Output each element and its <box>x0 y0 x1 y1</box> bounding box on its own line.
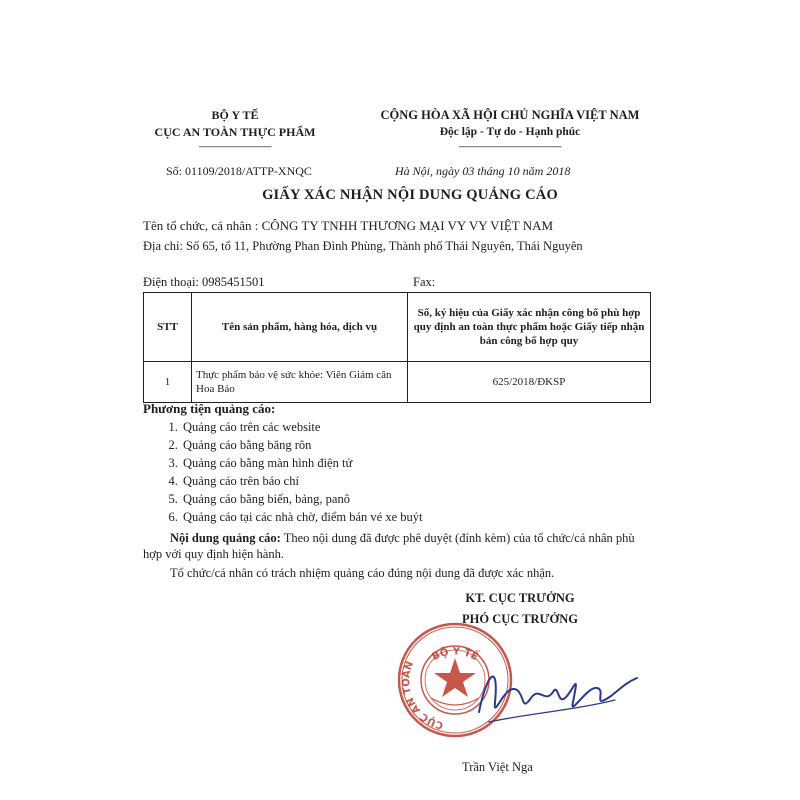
national-header <box>360 107 660 151</box>
stamp-top-text: BỘ Y TẾ <box>430 646 480 663</box>
table-row <box>144 362 651 403</box>
list-item: 3. Quảng cáo bằng màn hình điện tử <box>181 454 423 472</box>
document-title: GIẤY XÁC NHẬN NỘI DUNG QUẢNG CÁO <box>262 187 558 203</box>
signer-name: Trần Việt Nga <box>462 760 533 774</box>
header-rule-left: ----------------------------- <box>198 141 272 151</box>
cell-product-name: Thực phẩm bảo vệ sức khỏe: Viên Giảm cân Hoa Bảo <box>192 362 408 403</box>
list-item: 1. Quảng cáo trên các website <box>181 418 423 436</box>
media-heading: Phương tiện quảng cáo: <box>143 401 276 416</box>
list-item: 4. Quảng cáo trên báo chí <box>181 472 423 490</box>
product-table <box>143 292 651 403</box>
cell-stt: 1 <box>144 362 192 403</box>
national-motto: Độc lập - Tự do - Hạnh phúc <box>439 126 581 138</box>
phone-line: Điện thoại: 0985451501 <box>143 275 265 289</box>
content-paragraph <box>143 530 653 562</box>
issuer-header <box>150 107 320 151</box>
header-rule-right: ----------------------------------------- <box>458 141 562 151</box>
list-item: 5. Quảng cáo bằng biển, bảng, panô <box>181 490 423 508</box>
document-number: Số: 01109/2018/ATTP-XNQC <box>166 164 312 178</box>
fax-line: Fax: <box>413 275 436 289</box>
cell-registration: 625/2018/ĐKSP <box>408 362 651 403</box>
ministry-name: BỘ Y TẾ <box>211 108 259 122</box>
list-item: 2. Quảng cáo bằng băng rôn <box>181 436 423 454</box>
content-label: Nội dung quảng cáo: <box>170 531 281 545</box>
list-item: 6. Quảng cáo tại các nhà chờ, điểm bán vé xe buýt <box>181 508 423 526</box>
organization-line: Tên tổ chức, cá nhân : CÔNG TY TNHH THƯƠNG MẠI VY VY VIỆT NAM <box>143 218 554 233</box>
media-list <box>143 418 423 526</box>
country-name: CỘNG HÒA XÃ HỘI CHỦ NGHĨA VIỆT NAM <box>380 108 640 122</box>
responsibility-line: Tổ chức/cá nhân có trách nhiệm quảng cáo đúng nội dung đã được xác nhận. <box>170 566 555 580</box>
address-line: Địa chỉ: Số 65, tổ 11, Phường Phan Đình Phùng, Thành phố Thái Nguyên, Thái Nguyên <box>143 239 583 253</box>
sign-title-1: KT. CỤC TRƯỞNG <box>465 591 575 605</box>
handwritten-signature-icon <box>465 652 645 732</box>
document-date: Hà Nội, ngày 03 tháng 10 năm 2018 <box>395 164 571 178</box>
table-header-row <box>144 293 651 362</box>
header-registration: Số, ký hiệu của Giấy xác nhận công bố phù hợp quy định an toàn thực phẩm hoặc Giấy tiếp nhận bản công bố hợp quy <box>408 293 651 362</box>
sign-title-2: PHÓ CỤC TRƯỞNG <box>462 612 578 626</box>
header-stt: STT <box>144 293 192 362</box>
header-product-name: Tên sản phẩm, hàng hóa, dịch vụ <box>192 293 408 362</box>
content-text: Theo nội dung đã được phê duyệt (đính kèm) của tổ chức/cá nhân phù hợp với quy định hiện hành. <box>143 531 635 561</box>
agency-name: CỤC AN TOÀN THỰC PHẨM <box>154 125 316 139</box>
stamp-side-text: CỤC AN TOÀN <box>401 660 445 731</box>
